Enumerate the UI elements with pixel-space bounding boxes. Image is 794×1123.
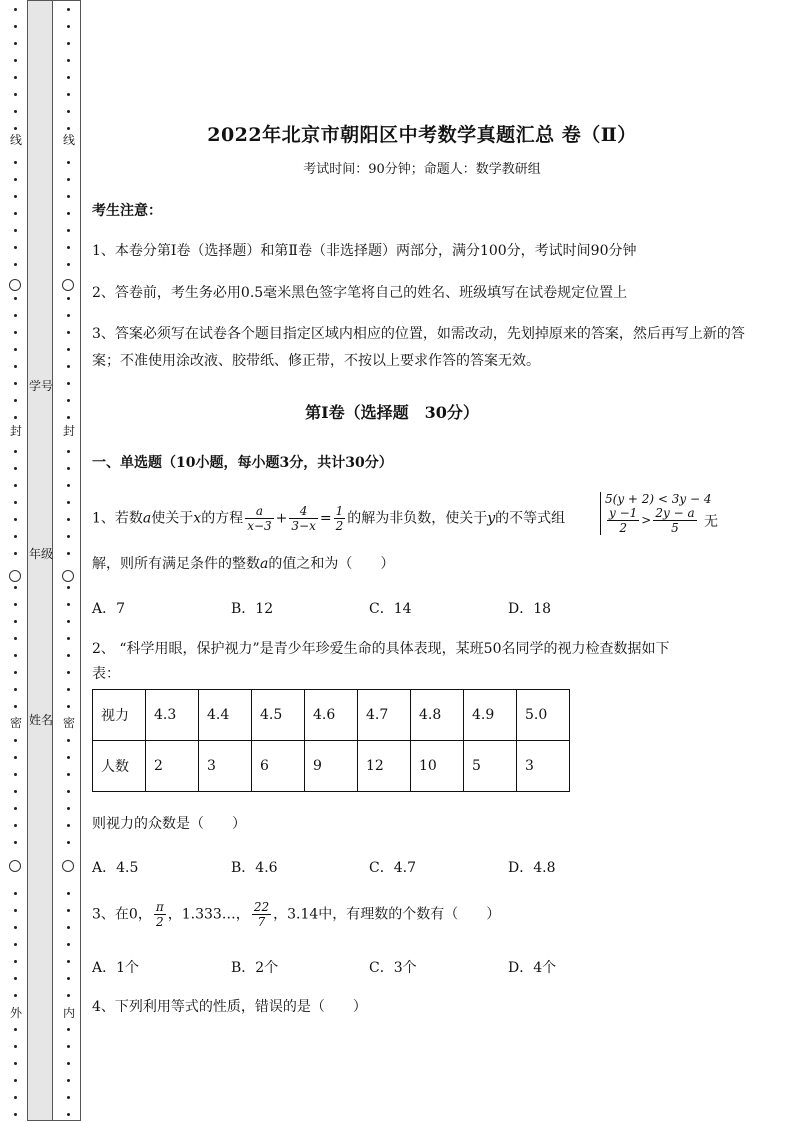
binding-dot: [14, 552, 17, 555]
binding-dot: [67, 331, 70, 334]
binding-dot: [14, 977, 17, 980]
binding-mark: 封: [6, 424, 26, 438]
exam-title: 2022年北京市朝阳区中考数学真题汇总 卷（Ⅱ）: [207, 124, 637, 146]
binding-dot: [67, 42, 70, 45]
question-4: 4、下列利用等式的性质，错误的是（ ）: [92, 999, 367, 1015]
binding-dot: [14, 1062, 17, 1065]
binding-dot: [67, 484, 70, 487]
binding-dot: [14, 586, 17, 589]
binding-dot: [67, 705, 70, 708]
option-b[interactable]: B．2个: [231, 960, 279, 976]
exam-subtitle: 考试时间：90分钟；命题人：数学教研组: [303, 162, 541, 177]
binding-dot: [67, 246, 70, 249]
right-dotted-line: [59, 0, 79, 1123]
circle-icon: [9, 279, 21, 291]
binding-dot: [14, 25, 17, 28]
table-cell: 5: [464, 741, 517, 792]
circle-icon: [62, 279, 74, 291]
binding-dot: [67, 552, 70, 555]
binding-dot: [14, 263, 17, 266]
binding-dot: [67, 909, 70, 912]
binding-dot: [67, 161, 70, 164]
binding-dot: [67, 739, 70, 742]
binding-dot: [14, 331, 17, 334]
binding-dot: [67, 586, 70, 589]
table-cell: 4.8: [411, 690, 464, 741]
option-b[interactable]: B．4.6: [231, 860, 278, 876]
binding-dot: [67, 977, 70, 980]
binding-mark: 内: [59, 1006, 79, 1020]
notice-heading: 考生注意：: [92, 203, 162, 219]
field-name: 姓名: [28, 713, 53, 727]
binding-dot: [67, 688, 70, 691]
circle-icon: [62, 860, 74, 872]
binding-dot: [14, 467, 17, 470]
binding-dot: [67, 1062, 70, 1065]
binding-dot: [67, 1096, 70, 1099]
binding-dot: [67, 178, 70, 181]
q1-tail: 无: [704, 514, 718, 530]
binding-dot: [67, 1045, 70, 1048]
binding-dot: [67, 994, 70, 997]
option-a[interactable]: A．7: [92, 601, 126, 617]
question-2: 2、 “科学用眼，保护视力”是青少年珍爱生命的具体表现，某班50名同学的视力检查数据如下: [92, 641, 670, 657]
binding-dot: [14, 518, 17, 521]
binding-dot: [67, 59, 70, 62]
binding-dot: [67, 773, 70, 776]
binding-dot: [14, 671, 17, 674]
table-row: [93, 741, 570, 792]
binding-dot: [14, 994, 17, 997]
option-c[interactable]: C．4.7: [369, 860, 416, 876]
table-cell: 2: [146, 741, 199, 792]
option-d[interactable]: D．4.8: [508, 860, 556, 876]
binding-dot: [67, 314, 70, 317]
binding-dot: [67, 229, 70, 232]
option-a[interactable]: A．1个: [92, 960, 140, 976]
binding-mark: 外: [6, 1006, 26, 1020]
binding-dot: [67, 365, 70, 368]
option-d[interactable]: D．18: [508, 601, 552, 617]
binding-dot: [67, 297, 70, 300]
binding-dot: [14, 382, 17, 385]
table-cell: 4.9: [464, 690, 517, 741]
binding-dot: [14, 42, 17, 45]
binding-dot: [67, 76, 70, 79]
binding-dot: [14, 8, 17, 11]
binding-dot: [67, 93, 70, 96]
binding-dot: [14, 212, 17, 215]
binding-dot: [67, 127, 70, 130]
binding-dot: [67, 926, 70, 929]
notice-item: 1、本卷分第I卷（选择题）和第Ⅱ卷（非选择题）两部分，满分100分，考试时间90分钟: [92, 243, 637, 259]
fraction: $\frac{4}{3-x}$: [291, 504, 316, 533]
binding-mark: 线: [6, 133, 26, 147]
binding-dot: [67, 637, 70, 640]
binding-dot: [14, 416, 17, 419]
binding-dot: [14, 348, 17, 351]
binding-dot: [67, 654, 70, 657]
binding-dot: [67, 824, 70, 827]
binding-dot: [67, 382, 70, 385]
section-title: 一、单选题（10小题，每小题3分，共计30分）: [92, 455, 393, 471]
table-cell: 4.3: [146, 690, 199, 741]
table-cell: 12: [358, 741, 411, 792]
binding-dot: [14, 1045, 17, 1048]
binding-dot: [14, 246, 17, 249]
binding-dot: [67, 756, 70, 759]
binding-mark: 密: [6, 716, 26, 730]
table-row: [93, 690, 570, 741]
binding-dot: [14, 127, 17, 130]
field-grade: 年级: [28, 547, 53, 561]
binding-dot: [14, 841, 17, 844]
table-cell: 4.6: [305, 690, 358, 741]
binding-dot: [14, 1096, 17, 1099]
binding-dot: [14, 161, 17, 164]
fraction: $\frac{a}{x-3}$: [247, 504, 272, 533]
binding-dot: [14, 620, 17, 623]
binding-dot: [67, 195, 70, 198]
table-cell: 4.7: [358, 690, 411, 741]
binding-dot: [67, 467, 70, 470]
table-cell: 人数: [93, 741, 146, 792]
table-cell: 4.4: [199, 690, 252, 741]
binding-dot: [14, 195, 17, 198]
question-1-line2: 解，则所有满足条件的整数a的值之和为（ ）: [92, 556, 395, 572]
binding-dot: [14, 943, 17, 946]
binding-dot: [14, 365, 17, 368]
part-title: 第I卷（选择题 30分）: [305, 403, 479, 422]
table-cell: 3: [199, 741, 252, 792]
option-b[interactable]: B．12: [231, 601, 274, 617]
binding-dot: [67, 518, 70, 521]
binding-dot: [14, 59, 17, 62]
binding-dot: [14, 909, 17, 912]
option-c[interactable]: C．3个: [369, 960, 417, 976]
binding-dot: [14, 824, 17, 827]
binding-dot: [14, 314, 17, 317]
table-cell: 5.0: [517, 690, 570, 741]
binding-dot: [14, 790, 17, 793]
binding-dot: [14, 229, 17, 232]
binding-dot: [67, 535, 70, 538]
binding-mark: 线: [59, 133, 79, 147]
fraction: $\frac{1}{2}$: [335, 504, 344, 533]
binding-dot: [67, 110, 70, 113]
binding-dot: [14, 450, 17, 453]
vision-table: [92, 689, 570, 792]
table-cell: 6: [252, 741, 305, 792]
binding-dot: [67, 603, 70, 606]
question-2-line2: 表：: [92, 666, 120, 682]
circle-icon: [9, 570, 21, 582]
binding-dot: [14, 960, 17, 963]
binding-dot: [14, 756, 17, 759]
circle-icon: [9, 860, 21, 872]
field-student-id: 学号: [28, 379, 53, 393]
binding-dot: [67, 416, 70, 419]
binding-dot: [67, 1028, 70, 1031]
binding-dot: [67, 943, 70, 946]
binding-dot: [14, 399, 17, 402]
left-dotted-line: [6, 0, 26, 1123]
binding-dot: [67, 841, 70, 844]
binding-dot: [14, 688, 17, 691]
table-cell: 10: [411, 741, 464, 792]
binding-dot: [67, 501, 70, 504]
binding-dot: [14, 110, 17, 113]
binding-dot: [67, 263, 70, 266]
binding-dot: [14, 178, 17, 181]
binding-dot: [67, 212, 70, 215]
binding-dot: [67, 1113, 70, 1116]
binding-dot: [14, 297, 17, 300]
binding-dot: [67, 671, 70, 674]
binding-dot: [67, 348, 70, 351]
binding-dot: [14, 654, 17, 657]
binding-dot: [14, 637, 17, 640]
binding-dot: [14, 926, 17, 929]
fraction: $\frac{22}{7}$: [253, 900, 270, 929]
binding-dot: [67, 1079, 70, 1082]
binding-mark: 密: [59, 716, 79, 730]
inequality-system: 5(y + 2) < 3y − 4 $\frac{y -1}{2}$ > $\frac{2y - a}{5}$: [600, 492, 712, 535]
question-3: 3、在0， $\frac{\pi}{2}$ ，1.333…， $\frac{22}{7}$ ，3.14中，有理数的个数有（ ）: [92, 900, 501, 929]
info-strip: [27, 0, 53, 1121]
question-1: 1、若数a使关于x的方程 $\frac{a}{x-3}$ + $\frac{4}{3-x}$ = $\frac{1}{2}$ 的解为非负数，使关于y的不等式组: [92, 504, 566, 533]
notice-item: 3、答案必须写在试卷各个题目指定区域内相应的位置，如需改动，先划掉原来的答案，然后再写上新的答案；不准使用涂改液、胶带纸、修正带，不按以上要求作答的答案无效。: [92, 326, 745, 369]
binding-dot: [14, 484, 17, 487]
binding-dot: [67, 807, 70, 810]
table-cell: 4.5: [252, 690, 305, 741]
binding-dot: [14, 1028, 17, 1031]
binding-dot: [14, 93, 17, 96]
binding-mark: 封: [59, 424, 79, 438]
binding-dot: [14, 1113, 17, 1116]
binding-dot: [14, 603, 17, 606]
binding-dot: [14, 807, 17, 810]
binding-dot: [14, 501, 17, 504]
binding-dot: [67, 450, 70, 453]
table-cell: 9: [305, 741, 358, 792]
binding-dot: [67, 620, 70, 623]
option-d[interactable]: D．4个: [508, 960, 557, 976]
binding-dot: [67, 790, 70, 793]
table-cell: 3: [517, 741, 570, 792]
binding-dot: [14, 76, 17, 79]
table-cell: 视力: [93, 690, 146, 741]
binding-dot: [14, 535, 17, 538]
binding-dot: [14, 773, 17, 776]
binding-dot: [67, 399, 70, 402]
binding-dot: [14, 892, 17, 895]
binding-dot: [67, 892, 70, 895]
binding-dot: [14, 739, 17, 742]
binding-dot: [67, 8, 70, 11]
binding-dot: [14, 1079, 17, 1082]
binding-dot: [67, 25, 70, 28]
notice-item: 2、答卷前，考生务必用0.5毫米黑色签字笔将自己的姓名、班级填写在试卷规定位置上: [92, 285, 628, 301]
fraction: $\frac{\pi}{2}$: [155, 900, 164, 929]
option-a[interactable]: A．4.5: [92, 860, 139, 876]
question-2-prompt: 则视力的众数是（ ）: [92, 816, 246, 832]
binding-dot: [67, 960, 70, 963]
option-c[interactable]: C．14: [369, 601, 412, 617]
binding-dot: [14, 705, 17, 708]
circle-icon: [62, 570, 74, 582]
